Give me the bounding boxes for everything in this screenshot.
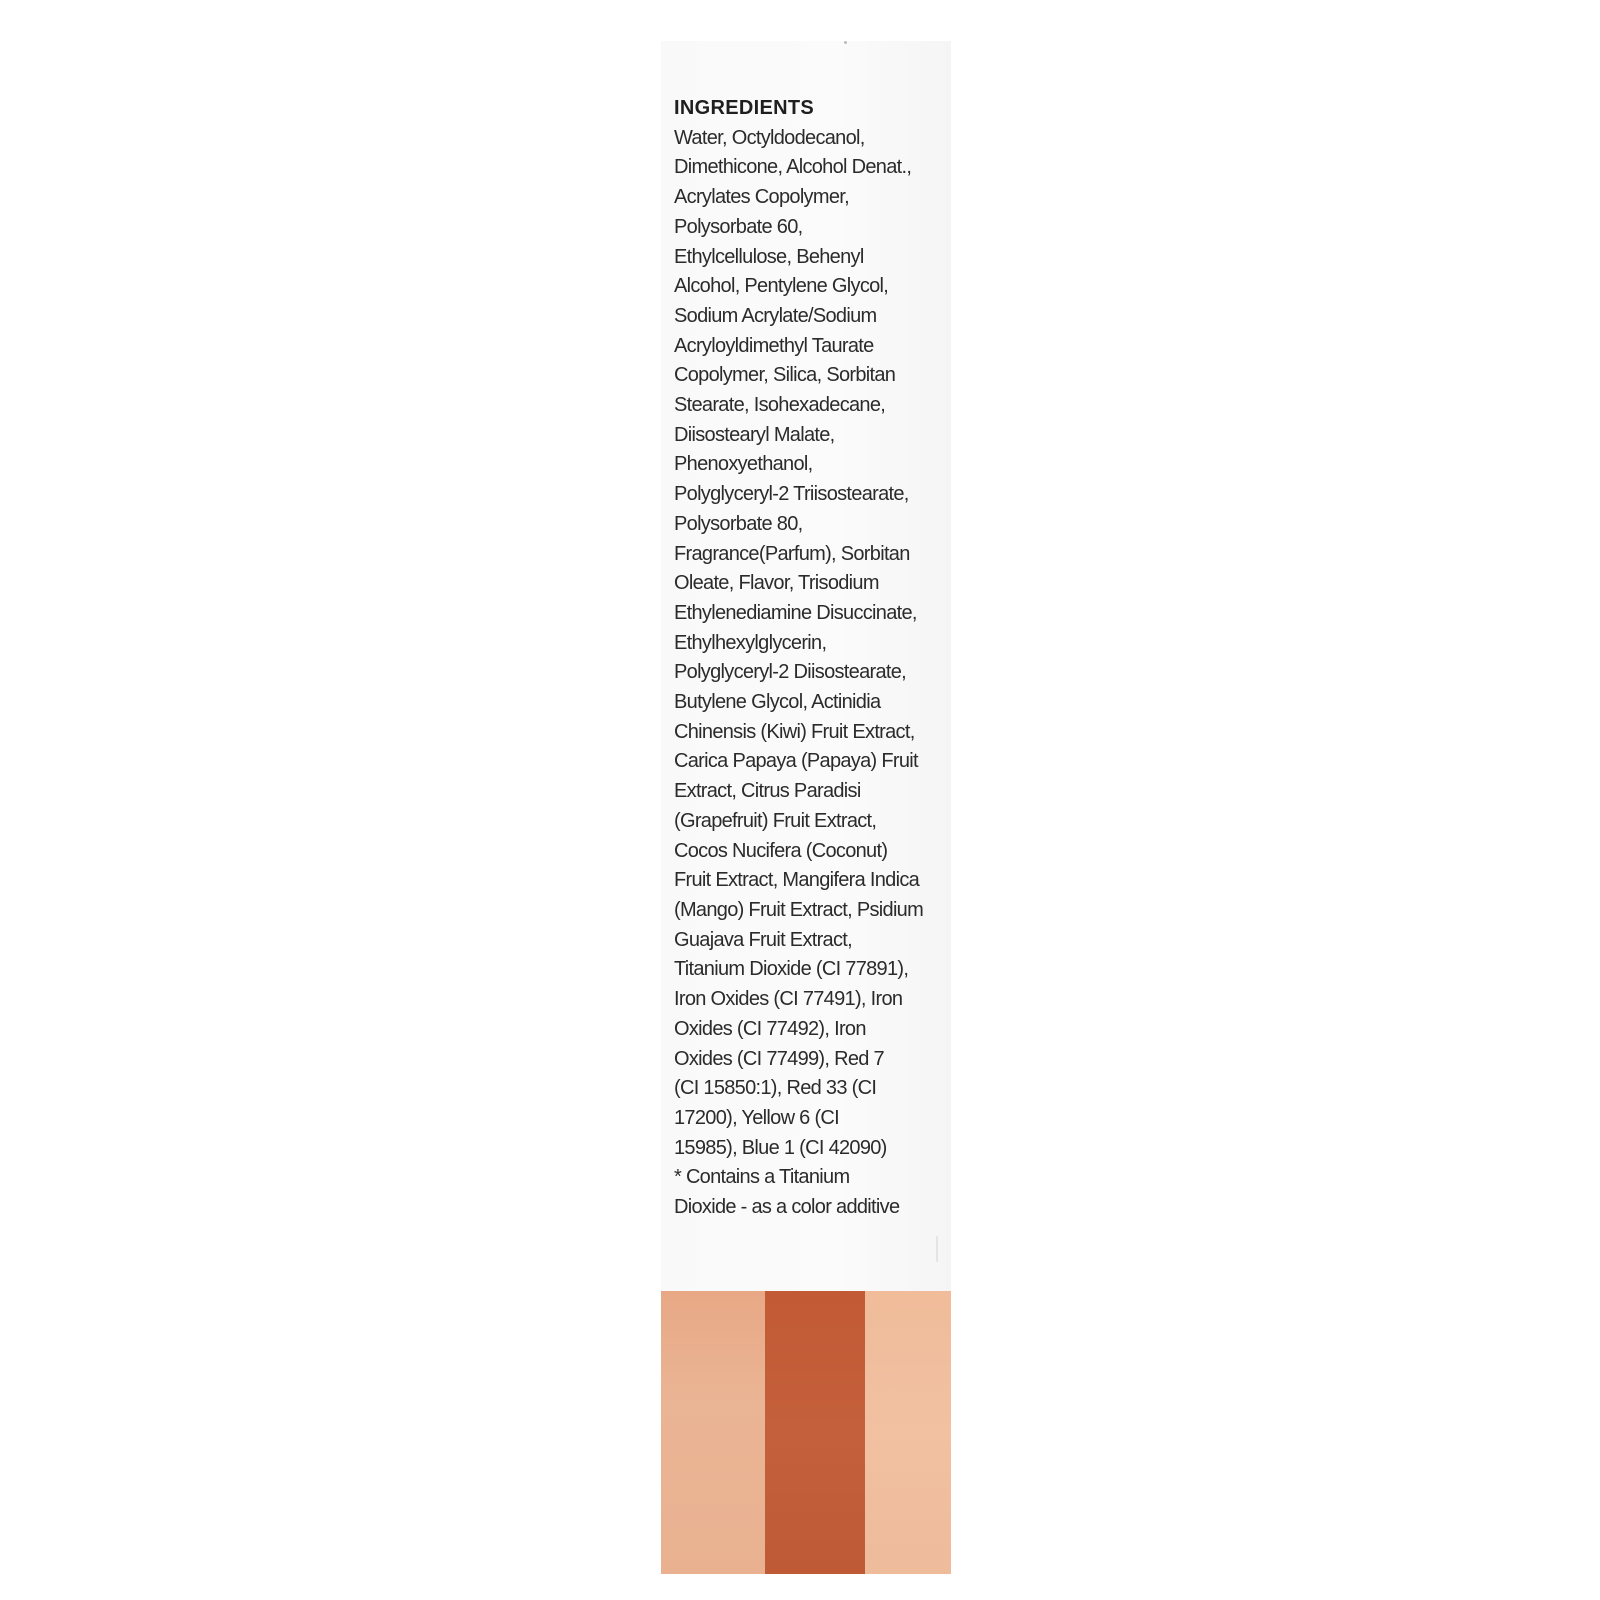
ingredient-line: Phenoxyethanol, [674, 453, 813, 476]
ingredient-line: Carica Papaya (Papaya) Fruit [674, 750, 918, 773]
product-box-side [661, 41, 951, 1574]
swatch-light-peach [661, 1291, 765, 1574]
ingredient-line: Polyglyceryl-2 Diisostearate, [674, 661, 907, 684]
ingredient-line: Polyglyceryl-2 Triisostearate, [674, 483, 909, 506]
ingredient-line: * Contains a Titanium [674, 1166, 850, 1189]
swatch-pale-peach [865, 1291, 951, 1574]
ingredient-line: Polysorbate 80, [674, 512, 803, 535]
ingredient-line: Fruit Extract, Mangifera Indica [674, 869, 920, 892]
ingredient-line: Stearate, Isohexadecane, [674, 394, 886, 417]
ingredients-list [674, 124, 942, 1223]
ingredient-line: (CI 15850:1), Red 33 (CI [674, 1077, 877, 1100]
ingredient-line: Ethylcellulose, Behenyl [674, 245, 864, 268]
ingredient-line: Iron Oxides (CI 77491), Iron [674, 988, 903, 1011]
ingredient-line: Alcohol, Pentylene Glycol, [674, 275, 889, 298]
ingredient-line: Chinensis (Kiwi) Fruit Extract, [674, 720, 915, 743]
ingredient-line: Water, Octyldodecanol, [674, 126, 865, 149]
swatch-terracotta [765, 1291, 865, 1574]
ingredient-line: Guajava Fruit Extract, [674, 928, 852, 951]
ingredients-heading: INGREDIENTS [674, 97, 814, 119]
ingredient-line: Cocos Nucifera (Coconut) [674, 839, 888, 862]
ingredient-line: Dioxide - as a color additive [674, 1196, 900, 1219]
color-swatch-stripes [661, 1291, 951, 1574]
ingredient-line: Sodium Acrylate/Sodium [674, 304, 877, 327]
ingredient-line: Oleate, Flavor, Trisodium [674, 572, 879, 595]
ingredient-line: Oxides (CI 77499), Red 7 [674, 1047, 884, 1070]
ingredient-line: Titanium Dioxide (CI 77891), [674, 958, 909, 981]
ingredient-line: (Grapefruit) Fruit Extract, [674, 809, 877, 832]
ingredient-line: Diisostearyl Malate, [674, 423, 835, 446]
ingredient-line: Fragrance(Parfum), Sorbitan [674, 542, 910, 565]
ingredient-line: Copolymer, Silica, Sorbitan [674, 364, 896, 387]
ingredient-line: Acrylates Copolymer, [674, 186, 849, 209]
ingredients-panel [661, 41, 951, 1291]
ingredient-line: Dimethicone, Alcohol Denat., [674, 156, 912, 179]
box-crease [936, 1236, 938, 1262]
ingredient-line: 17200), Yellow 6 (CI [674, 1106, 840, 1129]
print-speck [844, 41, 847, 44]
ingredient-line: 15985), Blue 1 (CI 42090) [674, 1136, 887, 1159]
ingredient-line: Polysorbate 60, [674, 215, 803, 238]
ingredient-line: Extract, Citrus Paradisi [674, 780, 861, 803]
ingredient-line: Butylene Glycol, Actinidia [674, 691, 881, 714]
ingredient-line: Acryloyldimethyl Taurate [674, 334, 874, 357]
ingredient-line: Ethylhexylglycerin, [674, 631, 827, 654]
ingredient-line: Ethylenediamine Disuccinate, [674, 601, 917, 624]
ingredient-line: (Mango) Fruit Extract, Psidium [674, 898, 924, 921]
ingredient-line: Oxides (CI 77492), Iron [674, 1017, 866, 1040]
ingredients-block [674, 94, 942, 1223]
